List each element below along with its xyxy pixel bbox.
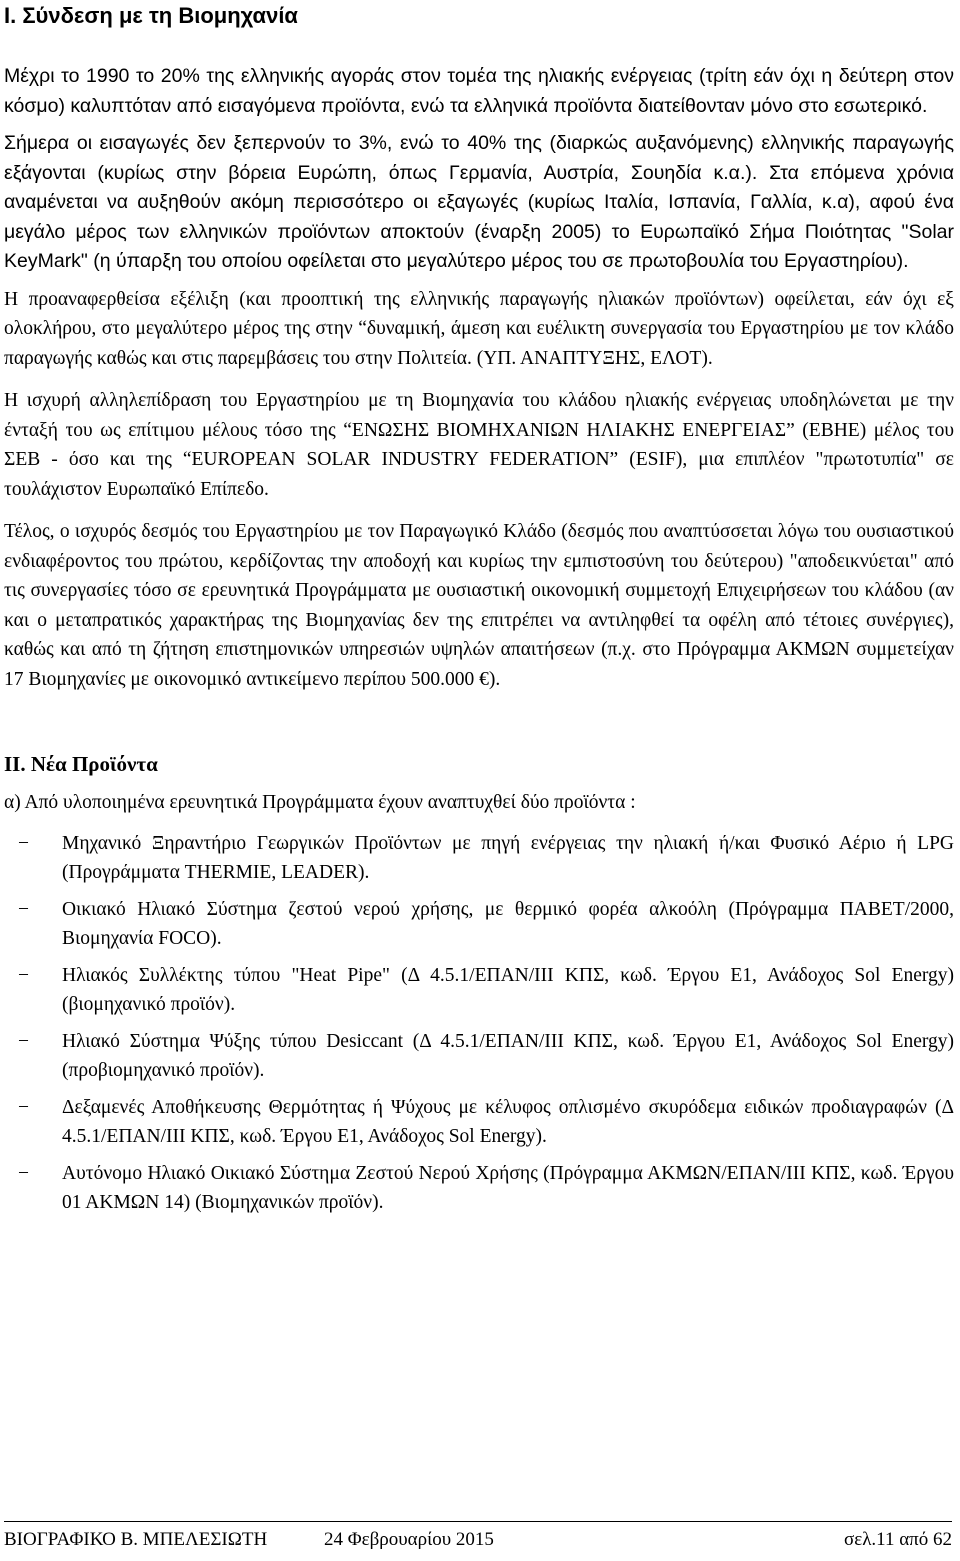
dash-bullet: − [18,964,29,986]
section-1-paragraph-1: Μέχρι το 1990 το 20% της ελληνικής αγοράς στον τομέα της ηλιακής ενέργειας (τρίτη εάν όχι η δεύτερη στον κόσμο) καλυπτόταν από εισαγόμενα προϊόντα, ενώ τα ελληνικά προϊόντα διατείθονταν μόνο στο εσωτερικό. [4,65,954,117]
dash-bullet: − [18,1096,29,1118]
section-1-paragraph-5: Τέλος, ο ισχυρός δεσμός του Εργαστηρίου με τον Παραγωγικό Κλάδο (δεσμός που αναπτύσσεται λόγω του ουσιαστικού ενδιαφέροντος του πρώτου, κερδίζοντας την αποδοχή και κυρίως την εμπιστοσύνη του δεύτερου) "αποδεικνύεται" από τις συνεργασίες τόσο σε ερευνητικά Προγράμματα με ουσιαστική οικονομική συμμετοχή Επιχειρήσεων του κλάδου (αν και ο μεταπρατικός χαρακτήρας της Βιομηχανίας δεν της επιτρέπει να αντιληφθεί τα οφέλη από τέτοιες συνέργιες), καθώς και από τη ζήτηση επιστημονικών υπηρεσιών υψηλών απαιτήσεων (π.χ. στο Πρόγραμμα ΑΚΜΩΝ συμμετείχαν 17 Βιομηχανίες με οικονομικό αντικείμενο περίπου 500.000 €). [4,521,954,690]
dash-bullet: − [18,898,29,920]
section-1-title: I. Σύνδεση με τη Βιομηχανία [4,3,298,28]
list-item: − Μηχανικό Ξηραντήριο Γεωργικών Προϊόντων με πηγή ενέργειας την ηλιακή ή/και Φυσικό Αέριο ή LPG (Προγράμματα THERMIE, LEADER). [4,829,954,888]
section-2-title: II. Νέα Προϊόντα [4,752,158,776]
dash-bullet: − [18,832,29,854]
section-1-paragraph-3: Η προαναφερθείσα εξέλιξη (και προοπτική της ελληνικής παραγωγής ηλιακών προϊόντων) οφείλεται, εάν όχι εξ ολοκλήρου, στο μεγαλύτερο μέρος της στην “δυναμική, άμεση και ευέλικτη συνεργασία του Εργαστηρίου με τον κλάδο παραγωγής καθώς και στις παρεμβάσεις του στην Πολιτεία. (ΥΠ. ΑΝΑΠΤΥΞΗΣ, ΕΛΟΤ). [4,288,954,369]
list-item: − Ηλιακός Συλλέκτης τύπου "Heat Pipe" (Δ 4.5.1/ΕΠΑΝ/ΙΙΙ ΚΠΣ, κωδ. Έργου Ε1, Ανάδοχος Sol Energy) (βιομηχανικό προϊόν). [4,961,954,1020]
list-item: − Αυτόνομο Ηλιακό Οικιακό Σύστημα Ζεστού Νερού Χρήσης (Πρόγραμμα ΑΚΜΩΝ/ΕΠΑΝ/ΙΙΙ ΚΠΣ, κωδ. Έργου 01 ΑΚΜΩΝ 14) (Βιομηχανικών προϊόν). [4,1159,954,1218]
section-2-intro: α) Από υλοποιημένα ερευνητικά Προγράμματα έχουν αναπτυχθεί δύο προϊόντα : [4,792,636,813]
list-item: − Οικιακό Ηλιακό Σύστημα ζεστού νερού χρήσης, με θερμικό φορέα αλκοόλη (Πρόγραμμα ΠΑΒΕΤ/2000, Βιομηχανία FOCO). [4,895,954,954]
list-item: − Δεξαμενές Αποθήκευσης Θερμότητας ή Ψύχους με κέλυφος οπλισμένο σκυρόδεμα ειδικών προδιαγραφών (Δ 4.5.1/ΕΠΑΝ/ΙΙΙ ΚΠΣ, κωδ. Έργου Ε1, Ανάδοχος Sol Energy). [4,1093,954,1152]
list-item: − Ηλιακό Σύστημα Ψύξης τύπου Desiccant (Δ 4.5.1/ΕΠΑΝ/ΙΙΙ ΚΠΣ, κωδ. Έργου Ε1, Ανάδοχος Sol Energy) (προβιομηχανικό προϊόν). [4,1027,954,1086]
section-1-paragraph-2: Σήμερα οι εισαγωγές δεν ξεπερνούν το 3%, ενώ το 40% της (διαρκώς αυξανόμενης) ελληνικής παραγωγής εξάγονται (κυρίως στην βόρεια Ευρώπη, όπως Γερμανία, Αυστρία, Σουηδία κ.α.). Στα επόμενα χρόνια αναμένεται να αυξηθούν ακόμη περισσότερο οι εξαγωγές (κυρίως Ιταλία, Ισπανία, Γαλλία, κ.α), αφού ένα μεγάλο μέρος των ελληνικών προϊόντων αποκτούν (έναρξη 2005) το Ευρωπαϊκό Σήμα Ποιότητας "Solar KeyMark" (η ύπαρξη του οποίου οφείλεται στο μεγαλύτερο μέρος του σε πρωτοβουλία του Εργαστηρίου). [4,132,954,272]
footer-divider [4,1521,952,1522]
footer-date: 24 Φεβρουαρίου 2015 [324,1529,494,1550]
new-products-list [4,829,954,1218]
footer-author: ΒΙΟΓΡΑΦΙΚΟ Β. ΜΠΕΛΕΣΙΩΤΗ [4,1529,268,1550]
footer-page-number: σελ.11 από 62 [843,1529,952,1550]
section-1-paragraph-4: Η ισχυρή αλληλεπίδραση του Εργαστηρίου με τη Βιομηχανία του κλάδου ηλιακής ενέργειας υποδηλώνεται με την ένταξή του ως επίτιμου μέλους τόσο της “ΕΝΩΣΗΣ ΒΙΟΜΗΧΑΝΙΩΝ ΗΛΙΑΚΗΣ ΕΝΕΡΓΕΙΑΣ” (ΕΒΗΕ) μέλος του ΣΕΒ - όσο και της “EUROPEAN SOLAR INDUSTRY FEDERATION” (ESIF), μια επιπλέον "πρωτοτυπία" σε τουλάχιστον Ευρωπαϊκό Επίπεδο. [4,390,954,500]
dash-bullet: − [18,1030,29,1052]
dash-bullet: − [18,1162,29,1184]
